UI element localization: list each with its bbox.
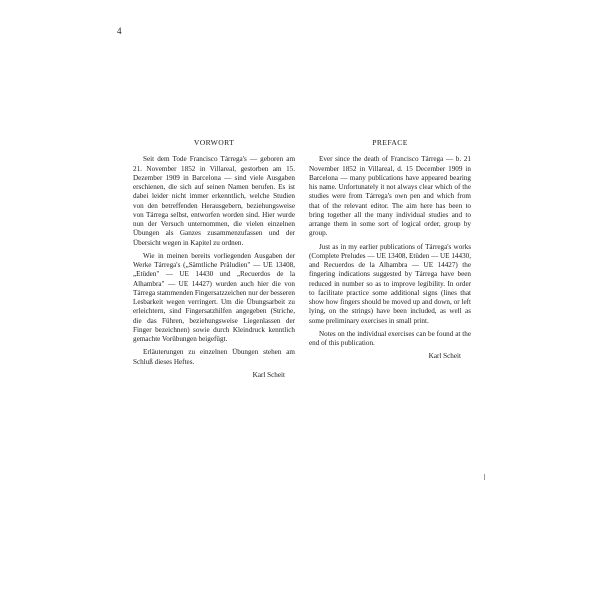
preface-column — [309, 138, 471, 362]
vorwort-paragraph-2: Wie in meinen bereits vorliegenden Ausgaben der Werke Tárrega's („Sämtliche Präludien" — UE 13408, „Etüden" — UE 14430 und „Recuerdos de la Alhambra" — UE 14427) wurden auch hier die von Tárrega stammenden Fingersatzzeichen nur der besseren Lesbarkeit wegen verringert. Um die Übungsarbeit zu erleichtern, sind Fingersatzhilfen angegeben (Striche, die das Führen, beziehungsweise Liegenlassen der Finger bezeichnen) sowie durch Kleindruck kenntlich gemachte Vorübungen beigefügt. — [133, 251, 295, 343]
vorwort-column — [133, 138, 295, 380]
vorwort-paragraph-1: Seit dem Tode Francisco Tárrega's — geboren am 21. November 1852 in Villareal, gestorben am 15. Dezember 1909 in Barcelona — sind viele Ausgaben erschienen, die sich auf seinen Namen berufen. Es ist dabei leider nicht immer erkenntlich, welche Studien von den betreffenden Herausgebern, beziehungsweise von Tárrega selbst, entworfen worden sind. Hier wurde nun der Versuch unternommen, die vielen einzelnen Übungen als Ganzes zusammenzufassen und der Übersicht wegen in Kapitel zu ordnen. — [133, 155, 295, 247]
page-number: 4 — [117, 26, 122, 36]
preface-heading: PREFACE — [372, 138, 408, 147]
margin-tick-mark — [484, 474, 485, 480]
vorwort-signature: Karl Scheit — [252, 370, 285, 379]
preface-paragraph-3: Notes on the individual exercises can be found at the end of this publication. — [309, 329, 471, 347]
preface-paragraph-1: Ever since the death of Francisco Tárrega — b. 21 November 1852 in Villareal, d. 15 December 1909 in Barcelona — many publications have appeared bearing his name. Unfortunately it not always clear which of the studies were from Tárrega's own pen and which from that of the relevant editor. The aim here has been to bring together all the many individual studies and to arrange them in some sort of logical order, group by group. — [309, 155, 471, 238]
preface-paragraph-2: Just as in my earlier publications of Tárrega's works (Complete Preludes — UE 13408, Etüden — UE 14430, and Recuerdos de la Alhambra — UE 14427) the fingering indications suggested by Tárrega have been reduced in number so as to improve legibility. In order to facilitate practice some additional signs (lines that show how fingers should be moved up and down, or left lying, on the strings) have been included, as well as some preliminary exercises in small print. — [309, 242, 471, 325]
preface-signature: Karl Scheit — [428, 352, 461, 361]
vorwort-heading: VORWORT — [193, 138, 235, 147]
vorwort-paragraph-3: Erläuterungen zu einzelnen Übungen stehen am Schluß dieses Heftes. — [133, 348, 295, 366]
